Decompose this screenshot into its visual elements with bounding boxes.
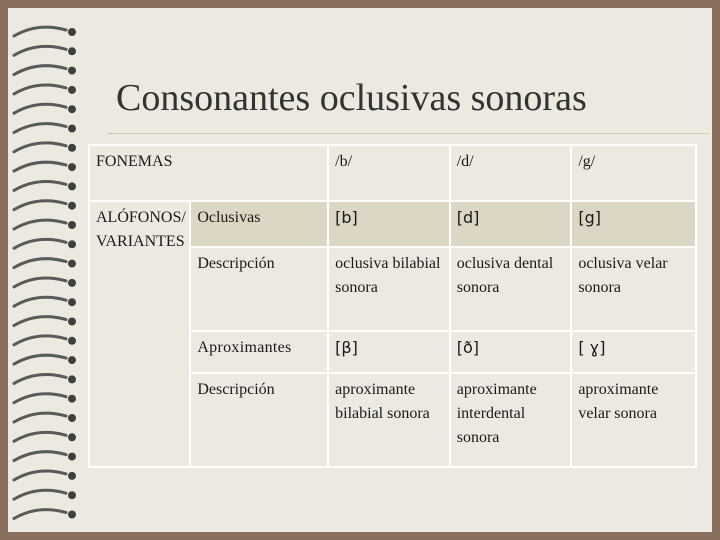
spiral-ring [14, 220, 66, 229]
spiral-hole [68, 182, 76, 190]
spiral-hole [68, 125, 76, 133]
row-label-aproximantes: Aproximantes [190, 331, 328, 373]
spiral-ring [14, 432, 66, 441]
spiral-ring [14, 239, 66, 248]
oclusiva-d: [d] [450, 201, 572, 247]
spiral-hole [68, 86, 76, 94]
spiral-ring [14, 259, 66, 268]
desc-oclusiva-velar: oclusiva velar sonora [571, 247, 696, 331]
spiral-hole [68, 163, 76, 171]
spiral-ring [14, 124, 66, 133]
table-row-fonemas [89, 145, 696, 201]
spiral-hole [68, 433, 76, 441]
spiral-hole [68, 511, 76, 519]
phoneme-table [88, 144, 697, 468]
spiral-ring [14, 104, 66, 113]
spiral-hole [68, 318, 76, 326]
title-divider [108, 133, 708, 134]
spiral-hole [68, 472, 76, 480]
spiral-hole [68, 105, 76, 113]
spiral-ring [14, 297, 66, 306]
desc-oclusiva-bilabial: oclusiva bilabial sonora [328, 247, 450, 331]
spiral-ring [14, 181, 66, 190]
desc-oclusiva-dental: oclusiva dental sonora [450, 247, 572, 331]
slide-title: Consonantes oclusivas sonoras [116, 77, 587, 119]
spiral-ring [14, 510, 66, 519]
spiral-ring [14, 317, 66, 326]
spiral-ring [14, 490, 66, 499]
aproximante-beta: [β] [328, 331, 450, 373]
fonemas-label: FONEMAS [89, 145, 328, 201]
spiral-ring [14, 374, 66, 383]
spiral-ring [14, 27, 66, 36]
spiral-ring [14, 394, 66, 403]
desc-aproximante-bilabial: aproximante bilabial sonora [328, 373, 450, 467]
oclusiva-g: [g] [571, 201, 696, 247]
spiral-hole [68, 28, 76, 36]
aproximante-eth: [ð] [450, 331, 572, 373]
spiral-ring [14, 201, 66, 210]
spiral-hole [68, 202, 76, 210]
spiral-hole [68, 491, 76, 499]
spiral-hole [68, 453, 76, 461]
spiral-ring [14, 278, 66, 287]
spiral-ring [14, 413, 66, 422]
row-label-descripcion: Descripción [190, 247, 328, 331]
spiral-hole [68, 67, 76, 75]
spiral-hole [68, 375, 76, 383]
spiral-hole [68, 298, 76, 306]
slide [8, 8, 712, 532]
spiral-hole [68, 47, 76, 55]
spiral-ring [14, 471, 66, 480]
row-label-descripcion-2: Descripción [190, 373, 328, 467]
aproximante-gamma: [ ɣ] [571, 331, 696, 373]
desc-aproximante-velar: aproximante velar sonora [571, 373, 696, 467]
spiral-hole [68, 240, 76, 248]
spiral-ring [14, 355, 66, 364]
spiral-hole [68, 414, 76, 422]
spiral-binding [8, 18, 88, 528]
fonema-b: /b/ [328, 145, 450, 201]
table-row-oclusivas [89, 201, 696, 247]
spiral-ring [14, 452, 66, 461]
spiral-hole [68, 279, 76, 287]
spiral-hole [68, 356, 76, 364]
spiral-hole [68, 395, 76, 403]
spiral-ring [14, 162, 66, 171]
desc-aproximante-interdental: aproximante interdental sonora [450, 373, 572, 467]
spiral-hole [68, 144, 76, 152]
spiral-hole [68, 260, 76, 268]
spiral-ring [14, 143, 66, 152]
oclusiva-b: [b] [328, 201, 450, 247]
fonema-g: /g/ [571, 145, 696, 201]
spiral-ring [14, 336, 66, 345]
fonema-d: /d/ [450, 145, 572, 201]
alofonos-label: ALÓFONOS/ VARIANTES [89, 201, 190, 467]
spiral-hole [68, 221, 76, 229]
spiral-ring [14, 85, 66, 94]
spiral-ring [14, 46, 66, 55]
spiral-ring [14, 66, 66, 75]
row-label-oclusivas: Oclusivas [190, 201, 328, 247]
spiral-hole [68, 337, 76, 345]
